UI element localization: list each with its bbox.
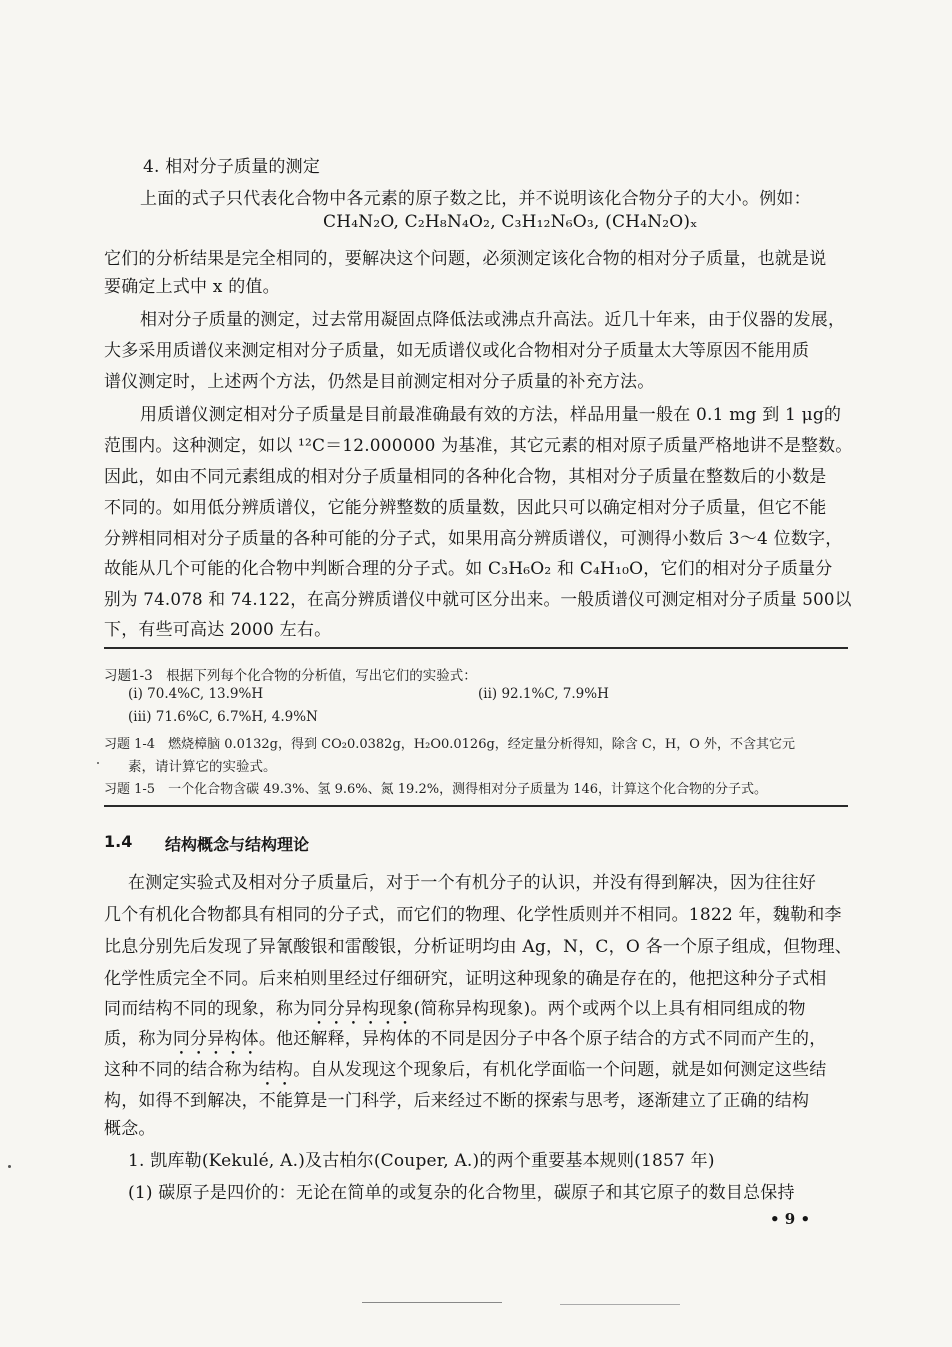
paragraph-line: (1) 碳原子是四价的：无论在简单的或复杂的化合物里，碳原子和其它原子的数目总保持: [128, 1183, 795, 1203]
section-title: 结构概念与结构理论: [165, 835, 310, 854]
exercise-bottom-rule: [104, 805, 848, 807]
exercise-1-4-cont: 素，请计算它的实验式。: [128, 759, 277, 775]
scan-speck: [97, 762, 99, 764]
text-span: 同而结构不同的现象，称为: [104, 999, 311, 1019]
paragraph-line: 故能从几个可能的化合物中判断合理的分子式。如 C₃H₆O₂ 和 C₄H₁₀O，它们的相对分子质量分: [104, 559, 833, 579]
text-span: 这种不同的结合称为: [104, 1060, 259, 1080]
paragraph-line: 几个有机化合物都具有相同的分子式，而它们的物理、化学性质则并不相同。1822 年，魏勒和李: [104, 905, 842, 925]
paragraph-line: 相对分子质量的测定，过去常用凝固点降低法或沸点升高法。近几十年来，由于仪器的发展，: [140, 310, 846, 330]
exercise-1-4: 习题 1-4 燃烧樟脑 0.0132g，得到 CO₂0.0382g，H₂O0.0126g，经定量分析得知，除含 C，H，O 外，不含其它元: [104, 737, 795, 752]
paragraph-line: 用质谱仪测定相对分子质量是目前最准确最有效的方法，样品用量一般在 0.1 mg 到 1 μg的: [140, 405, 842, 425]
paragraph-line: [104, 1055, 826, 1090]
paragraph-line: 不同的。如用低分辨质谱仪，它能分辨整数的质量数，因此只可以确定相对分子质量，但它不能: [104, 498, 827, 518]
scan-streak: [362, 1302, 502, 1303]
paragraph-line: [104, 1024, 826, 1059]
exercise-1-5: 习题 1-5 一个化合物含碳 49.3%、氢 9.6%、氮 19.2%，测得相对分子质量为 146，计算这个化合物的分子式。: [104, 782, 768, 797]
exercise-1-3-ii: (ii) 92.1%C, 7.9%H: [478, 686, 609, 702]
emphasized-term: 结构: [258, 1060, 294, 1080]
exercise-1-3-i: (i) 70.4%C, 13.9%H: [128, 686, 264, 702]
paragraph-line: 分辨相同相对分子质量的各种可能的分子式，如果用高分辨质谱仪，可测得小数后 3～4 位数字，: [104, 529, 843, 549]
exercise-1-3-iii: (iii) 71.6%C, 6.7%H, 4.9%N: [128, 709, 318, 725]
emphasized-term: 同分异构现象: [310, 999, 414, 1019]
paragraph-line: 大多采用质谱仪来测定相对分子质量，如无质谱仪或化合物相对分子质量太大等原因不能用质: [104, 341, 810, 361]
section-number: 1.4: [104, 832, 133, 851]
paragraph-line: 要确定上式中 x 的值。: [104, 277, 280, 297]
emphasized-term: 同分异构体: [172, 1029, 259, 1049]
scan-streak: [560, 1304, 680, 1305]
paragraph-line: 概念。: [104, 1119, 156, 1139]
paragraph-line: 比息分别先后发现了异氰酸银和雷酸银，分析证明均由 Ag，N，C，O 各一个原子组成，但物理、: [104, 937, 852, 957]
exercise-top-rule: [104, 647, 848, 649]
paragraph-line: 上面的式子只代表化合物中各元素的原子数之比，并不说明该化合物分子的大小。例如：: [140, 189, 811, 209]
paragraph-line: 下，有些可高达 2000 左右。: [104, 620, 332, 640]
paragraph-line: 范围内。这种测定，如以 ¹²C＝12.000000 为基准，其它元素的相对原子质量严格地讲不是整数。: [104, 436, 853, 456]
paragraph-line: 化学性质完全不同。后来柏则里经过仔细研究，证明这种现象的确是存在的，他把这种分子式相: [104, 969, 827, 989]
text-span: 质，称为: [104, 1029, 173, 1049]
subsection-heading: 4. 相对分子质量的测定: [143, 157, 321, 177]
paragraph-line: 构，如得不到解决，不能算是一门科学，后来经过不断的探索与思考，逐渐建立了正确的结构: [104, 1091, 810, 1111]
exercise-1-3: 习题1-3 根据下列每个化合物的分析值，写出它们的实验式：: [104, 668, 477, 684]
paragraph-line: 在测定实验式及相对分子质量后，对于一个有机分子的认识，并没有得到解决，因为往往好: [128, 873, 816, 893]
text-span: (简称异构现象)。两个或两个以上具有相同组成的物: [413, 999, 806, 1019]
text-span: 。自从发现这个现象后，有机化学面临一个问题，就是如何测定这些结: [293, 1060, 827, 1080]
paragraph-line: 因此，如由不同元素组成的相对分子质量相同的各种化合物，其相对分子质量在整数后的小数是: [104, 467, 827, 487]
paragraph-line: 它们的分析结果是完全相同的，要解决这个问题，必须测定该化合物的相对分子质量，也就是说: [104, 249, 827, 269]
formula-line: CH₄N₂O, C₂H₈N₄O₂, C₃H₁₂N₆O₃, (CH₄N₂O)ₓ: [323, 212, 698, 232]
paragraph-line: 谱仪测定时，上述两个方法，仍然是目前测定相对分子质量的补充方法。: [104, 372, 655, 392]
rules-heading: 1. 凯库勒(Kekulé, A.)及古柏尔(Couper, A.)的两个重要基本规则(1857 年): [128, 1151, 715, 1171]
text-span: 。他还解释，异构体的不同是因分子中各个原子结合的方式不同而产生的，: [258, 1029, 827, 1049]
paragraph-line: 别为 74.078 和 74.122，在高分辨质谱仪中就可区分出来。一般质谱仪可测定相对分子质量 500以: [104, 590, 852, 610]
scan-speck: [8, 1165, 11, 1168]
page-number: • 9 •: [770, 1210, 811, 1228]
